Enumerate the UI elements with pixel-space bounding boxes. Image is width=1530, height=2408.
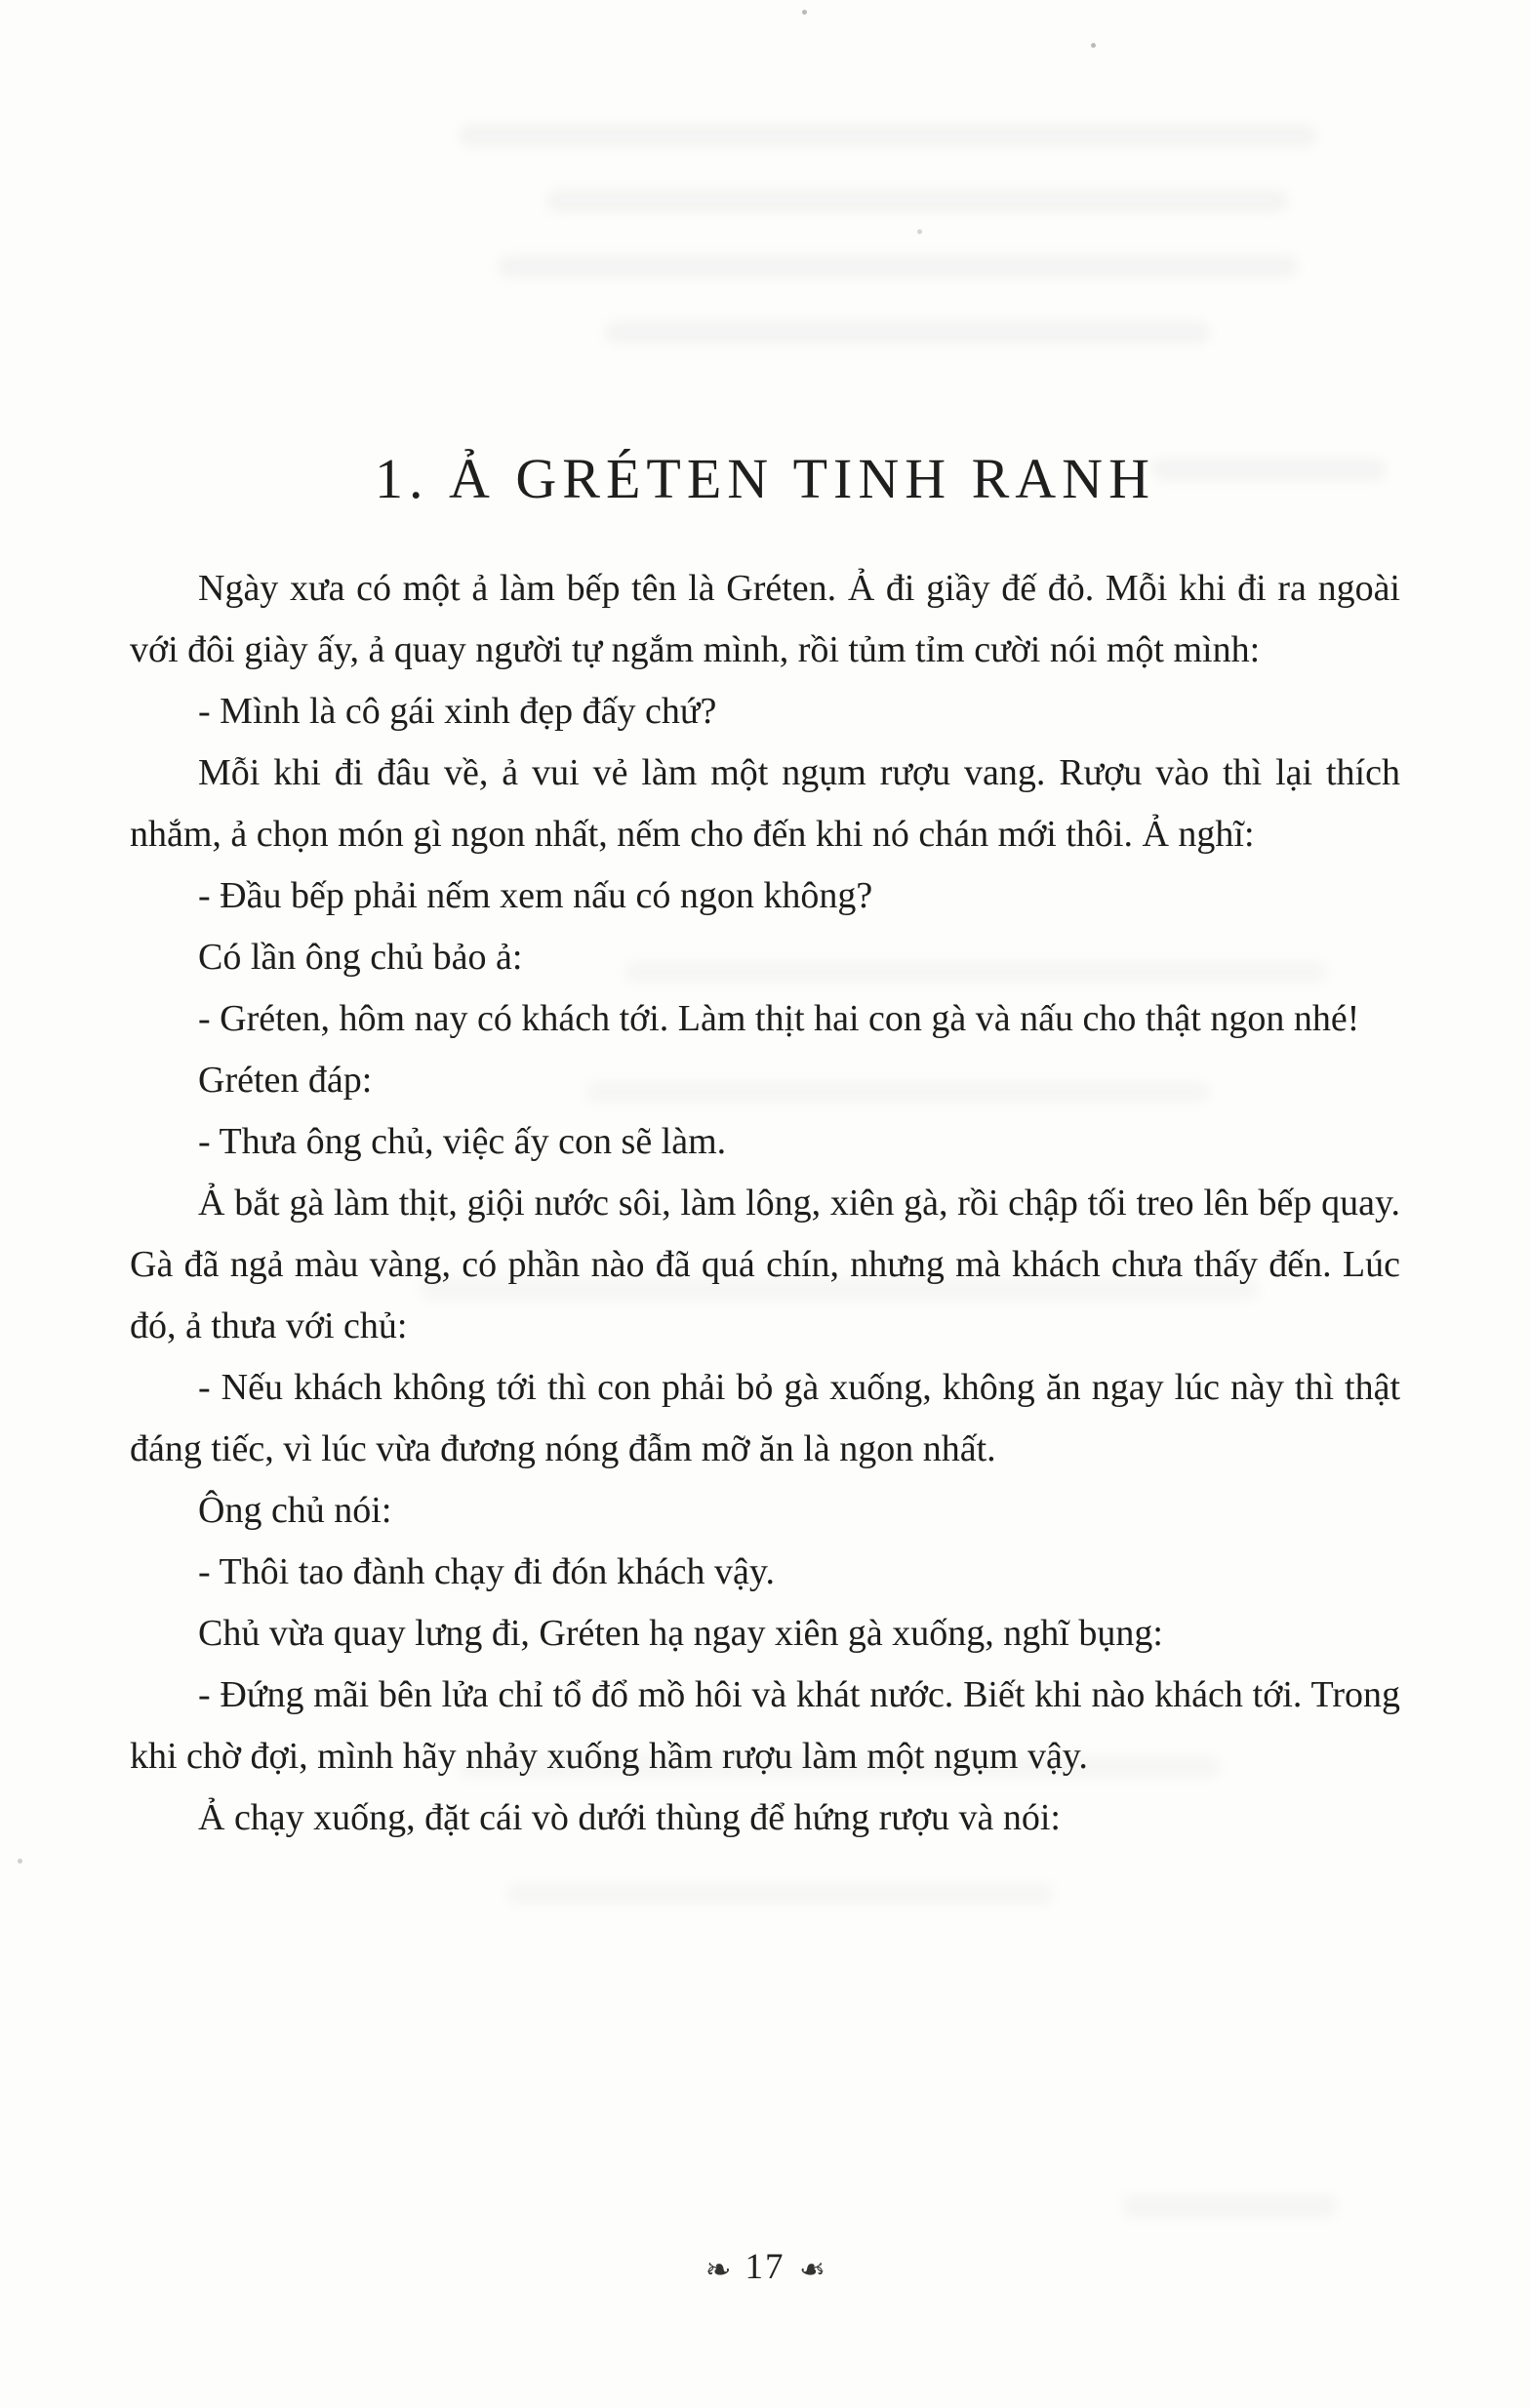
paragraph: Ngày xưa có một ả làm bếp tên là Gréten. Ả đi giầy đế đỏ. Mỗi khi đi ra ngoài với đôi giày ấy, ả quay người tự ngắm mình, rồi tủm tỉm cười nói một mình:: [130, 568, 1400, 670]
page-footer: [0, 2246, 1530, 2288]
chapter-title: 1. Ả GRÉTEN TINH RANH: [375, 446, 1155, 510]
paragraph: Gréten đáp:: [198, 1060, 373, 1101]
paragraph: Chủ vừa quay lưng đi, Gréten hạ ngay xiên gà xuống, nghĩ bụng:: [198, 1613, 1163, 1654]
paragraph-dialogue: - Thôi tao đành chạy đi đón khách vậy.: [198, 1551, 775, 1592]
paragraph: Ông chủ nói:: [198, 1490, 392, 1531]
page-bleed-artifact: [498, 256, 1298, 277]
floral-ornament-icon: ❧: [705, 2251, 732, 2288]
paragraph-dialogue: - Mình là cô gái xinh đẹp đấy chứ?: [198, 691, 717, 732]
scan-speck: [802, 10, 807, 15]
page-number: 17: [745, 2247, 785, 2287]
floral-ornament-icon: ❧: [798, 2251, 825, 2288]
page-bleed-artifact: [1122, 2195, 1337, 2217]
paragraph-dialogue: - Nếu khách không tới thì con phải bỏ gà xuống, không ăn ngay lúc này thì thật đáng tiếc, vì lúc vừa đương nóng đẫm mỡ ăn là ngon nhất.: [130, 1367, 1400, 1469]
page-bleed-artifact: [459, 125, 1317, 146]
paragraph: Ả bắt gà làm thịt, giội nước sôi, làm lông, xiên gà, rồi chập tối treo lên bếp quay. Gà đã ngả màu vàng, có phần nào đã quá chín, nhưng mà khách chưa thấy đến. Lúc đó, ả thưa với chủ:: [130, 1183, 1400, 1346]
page-bleed-artifact: [605, 322, 1210, 343]
paragraph-dialogue: - Đầu bếp phải nếm xem nấu có ngon không?: [198, 875, 873, 916]
paragraph-dialogue: - Gréten, hôm nay có khách tới. Làm thịt hai con gà và nấu cho thật ngon nhé!: [198, 998, 1360, 1039]
paragraph-dialogue: - Thưa ông chủ, việc ấy con sẽ làm.: [198, 1121, 727, 1162]
scan-speck: [917, 229, 922, 234]
scan-speck: [1091, 43, 1096, 48]
scan-speck: [18, 1859, 22, 1864]
story-text: [130, 558, 1400, 1849]
paragraph-dialogue: - Đứng mãi bên lửa chỉ tổ đổ mồ hôi và khát nước. Biết khi nào khách tới. Trong khi chờ đợi, mình hãy nhảy xuống hầm rượu làm một ngụm vậy.: [130, 1674, 1400, 1777]
page-bleed-artifact: [507, 1883, 1054, 1905]
paragraph: Có lần ông chủ bảo ả:: [198, 937, 523, 978]
paragraph: Mỗi khi đi đâu về, ả vui vẻ làm một ngụm rượu vang. Rượu vào thì lại thích nhắm, ả chọn món gì ngon nhất, nếm cho đến khi nó chán mới thôi. Ả nghĩ:: [130, 752, 1400, 855]
paragraph: Ả chạy xuống, đặt cái vò dưới thùng để hứng rượu và nói:: [198, 1797, 1061, 1838]
page-bleed-artifact: [546, 190, 1288, 212]
